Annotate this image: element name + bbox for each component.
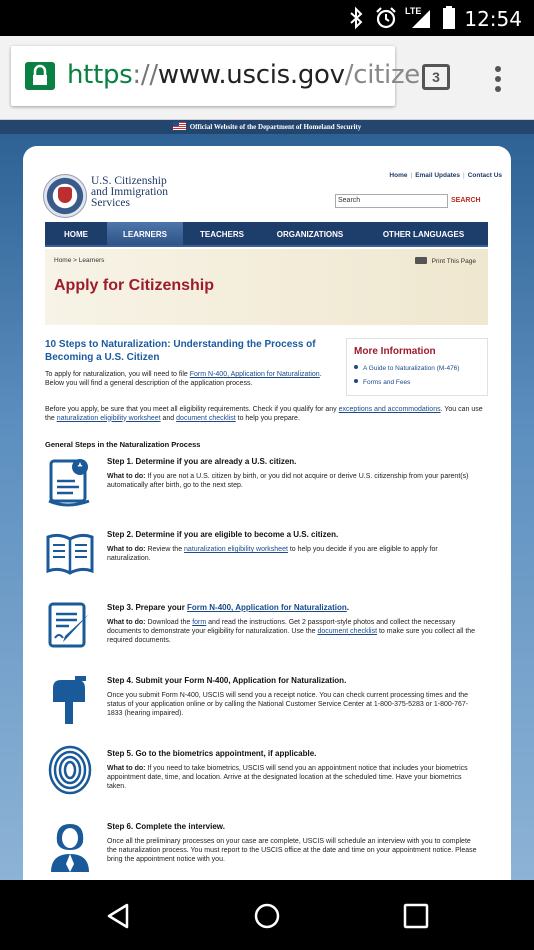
- open-book-icon: [45, 527, 95, 579]
- nav-organizations[interactable]: ORGANIZATIONS: [276, 230, 344, 239]
- nav-other-languages[interactable]: OTHER LANGUAGES: [382, 230, 465, 239]
- step-3: Step 3. Prepare your Form N-400, Application for Naturalization. What to do: Download the form and read the instructions. Get 2 passport-style photos and collect the necessary documents to demonstrate your eligibility for naturalization. Use the document checklist to make sure you collect all the required documents.: [107, 603, 476, 644]
- link-form-n400-2[interactable]: Form N-400, Application for Naturalization: [187, 603, 347, 612]
- bluetooth-icon: [349, 6, 363, 30]
- intro-text: To apply for naturalization, you will need to file Form N-400, Application for Naturalization. Below you will find a general description of the application process.: [45, 371, 322, 387]
- recent-apps-icon[interactable]: [402, 902, 430, 930]
- back-icon[interactable]: [104, 902, 132, 930]
- address-bar[interactable]: [11, 46, 420, 106]
- link-home[interactable]: Home: [389, 172, 408, 179]
- fingerprint-icon: [45, 744, 95, 796]
- link-eligibility-worksheet[interactable]: naturalization eligibility worksheet: [56, 414, 161, 422]
- print-page-button[interactable]: Print This Page: [415, 257, 476, 265]
- battery-icon: [442, 6, 456, 30]
- step-1: Step 1. Determine if you are already a U.S. citizen. What to do: If you are not a U.S. citizen by birth, or you did not acquire or derive U.S. citizenship from your parent(s) automatically after birth, go to the next step.: [107, 457, 469, 489]
- web-viewport[interactable]: [0, 120, 534, 880]
- link-document-checklist-2[interactable]: document checklist: [317, 628, 378, 635]
- breadcrumb[interactable]: Home > Learners: [54, 257, 105, 264]
- network-type: LTE: [405, 6, 422, 16]
- link-exceptions[interactable]: exceptions and accommodations: [338, 406, 441, 413]
- utility-links: Home | Email Updates | Contact Us: [389, 172, 502, 179]
- step-6: Step 6. Complete the interview. Once all the preliminary processes on your case are complete, USCIS will schedule an interview with you to complete the naturalization process. You must report to the USCIS office at the date and time on your appointment notice. Please bring the appointment notice with you.: [107, 822, 477, 863]
- nav-home[interactable]: HOME: [64, 230, 88, 239]
- browser-toolbar: [0, 36, 534, 120]
- eligibility-text: Before you apply, be sure that you meet all eligibility requirements. Check if you qualify for any exceptions and accommodations. You can use the naturalization eligibility worksheet and document checklist to help you prepare.: [45, 406, 483, 422]
- page-header: [45, 249, 488, 325]
- nav-teachers[interactable]: TEACHERS: [199, 230, 244, 239]
- more-info-title: More Information: [354, 346, 436, 357]
- link-form-download[interactable]: form: [192, 619, 207, 626]
- home-icon[interactable]: [253, 902, 281, 930]
- search-button[interactable]: SEARCH: [451, 197, 481, 204]
- dhs-banner: Official Website of the Department of Homeland Security: [0, 120, 534, 134]
- link-eligibility-worksheet-2[interactable]: naturalization eligibility worksheet: [184, 546, 288, 553]
- form-pen-icon: [45, 600, 95, 652]
- general-steps-heading: General Steps in the Naturalization Process: [45, 440, 201, 449]
- nav-learners[interactable]: LEARNERS: [107, 222, 183, 245]
- interviewer-icon: [45, 820, 95, 872]
- tab-switcher-button[interactable]: 3: [422, 64, 450, 90]
- overflow-menu-icon[interactable]: [495, 66, 501, 96]
- more-information-box: [346, 338, 488, 396]
- agency-name[interactable]: U.S. Citizenship and Immigration Services: [91, 175, 168, 209]
- section-heading: 10 Steps to Naturalization: Understanding the Process of Becoming a U.S. Citizen: [45, 339, 316, 363]
- printer-icon: [415, 257, 427, 264]
- alarm-icon: [374, 6, 398, 30]
- clock: 12:54: [464, 7, 522, 31]
- us-flag-icon: [173, 122, 186, 130]
- page-container: [23, 146, 511, 906]
- step-2: Step 2. Determine if you are eligible to become a U.S. citizen. What to do: Review the naturalization eligibility worksheet to help you decide if you are eligible to apply for naturalization.: [107, 530, 438, 562]
- step-4: Step 4. Submit your Form N-400, Application for Naturalization. Once you submit Form N-400, USCIS will send you a receipt notice. You can check current processing times and the status of your application online or by calling the National Customer Service Center at 1-800-375-5283 or 1-800-767-1833 (hearing impaired).: [107, 676, 469, 717]
- page-title: Apply for Citizenship: [54, 277, 214, 294]
- certificate-icon: [45, 457, 95, 509]
- link-guide-m476[interactable]: A Guide to Naturalization (M-476): [354, 365, 459, 372]
- system-nav-bar: [0, 880, 534, 950]
- dhs-seal-icon[interactable]: [43, 174, 87, 218]
- link-forms-fees[interactable]: Forms and Fees: [354, 379, 410, 386]
- status-bar: [0, 0, 534, 36]
- search-input[interactable]: Search: [335, 194, 448, 208]
- link-email-updates[interactable]: Email Updates: [415, 172, 460, 179]
- step-5: Step 5. Go to the biometrics appointment, if applicable. What to do: If you need to take biometrics, USCIS will send you an appointment notice that includes your biometrics appointment date, time, and location. Arrive at the designated location at the scheduled time. Have your biometrics taken.: [107, 749, 468, 790]
- url-text: https://www.uscis.gov/citize: [67, 60, 420, 90]
- mailbox-icon: [45, 674, 95, 726]
- link-contact-us[interactable]: Contact Us: [467, 172, 502, 179]
- lock-icon: [25, 62, 55, 90]
- main-nav: [45, 222, 488, 247]
- signal-icon: [410, 6, 432, 30]
- link-form-n400[interactable]: Form N-400, Application for Naturalization: [189, 371, 320, 378]
- link-document-checklist[interactable]: document checklist: [176, 414, 236, 422]
